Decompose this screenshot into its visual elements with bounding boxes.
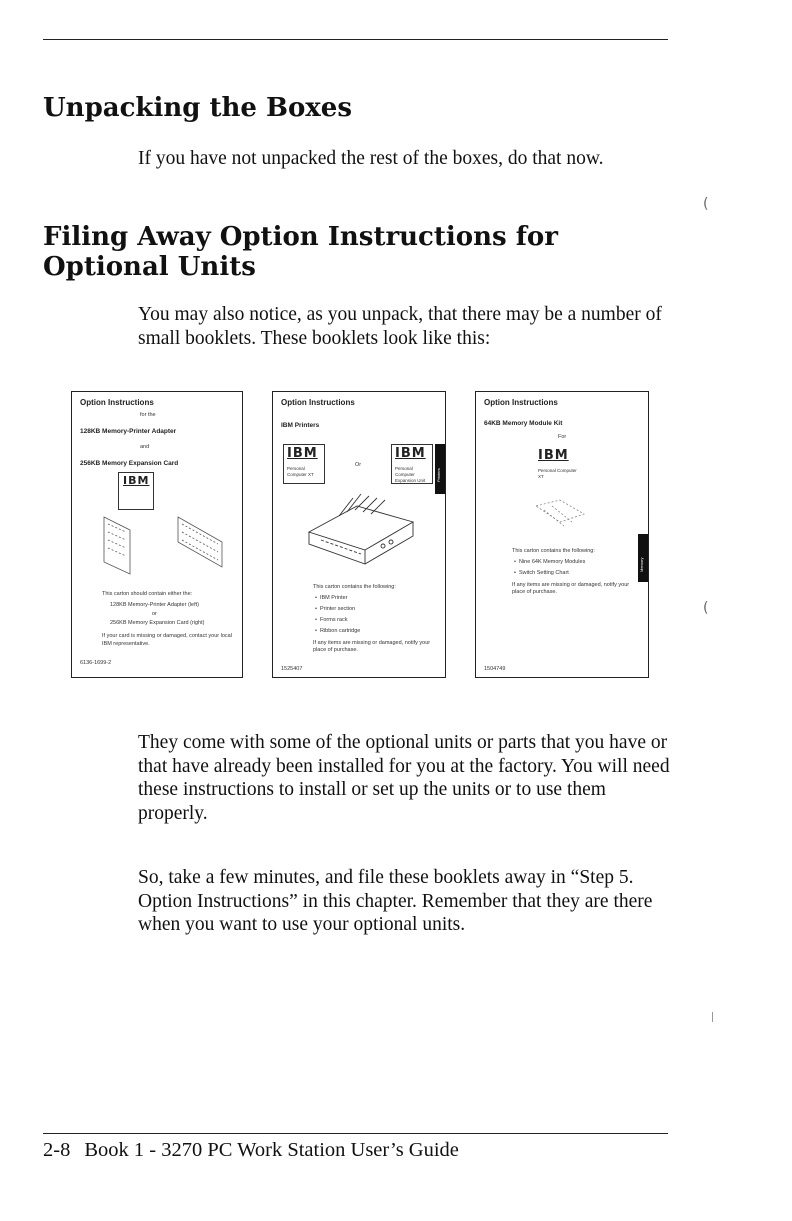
logo-caption: Personal Computer XT [538,468,577,479]
ibm-logo: IBM [123,474,150,487]
booklet-tab-text: Printers [436,468,441,482]
booklet-item: • Forms rack [315,617,348,623]
booklet-item-text: Nine 64K Memory Modules [518,559,586,565]
booklet-title: Option Instructions [281,398,355,407]
booklet-item-text: Ribbon cartridge [319,628,361,634]
booklet-item-text: IBM Printer [319,595,348,601]
booklet-item: • IBM Printer [315,595,348,601]
booklet-memory-printer-adapter [71,391,243,678]
booklet-part-number: 1504749 [484,666,506,672]
adapter-cards-illustration [82,512,232,587]
booklet-for-text: for the [140,412,156,418]
ibm-logo-left: IBM [287,446,318,461]
paragraph-booklets: You may also notice, as you unpack, that there may be a number of small booklets. These booklets look like this: [138,304,662,349]
heading-filing: Filing Away Option Instructions for Optional Units [43,222,558,282]
booklet-memory-module-kit [475,391,649,678]
booklet-part-number: 1525407 [281,666,303,672]
booklet-title: Option Instructions [80,398,154,407]
booklet-and-text: and [140,444,150,450]
booklet-or-text: Or [355,462,362,468]
memory-module-illustration [530,496,590,536]
booklet-tab-text: Memory [639,557,644,572]
booklet-notice: If any items are missing or damaged, notify your place of purchase. [512,582,630,595]
booklet-item1: 128KB Memory-Printer Adapter (left) [110,602,199,608]
heading-unpacking: Unpacking the Boxes [43,93,352,123]
booklet-subtitle: IBM Printers [281,422,320,429]
booklet-item: • Switch Setting Chart [514,570,569,576]
bottom-rule [43,1133,668,1134]
booklet-item-text: Printer section [319,606,356,612]
booklet-contents: This carton contains the following: [313,584,396,590]
booklet-contents: This carton contains the following: [512,548,595,554]
booklet-for-text: For [558,434,567,440]
logo-left-caption: Personal Computer XT [287,466,314,477]
booklet-item2: 256KB Memory Expansion Card (right) [110,620,205,626]
booklet-item-text: Forms rack [319,617,348,623]
booklet-item: • Nine 64K Memory Modules [514,559,586,565]
logo-right-caption: Personal Computer Expansion Unit [395,466,426,483]
booklet-item-text: Switch Setting Chart [518,570,569,576]
booklet-or-text: or [152,611,157,617]
booklet-ibm-printers [272,391,446,678]
paragraph-file-booklets: So, take a few minutes, and file these booklets away in “Step 5. Option Instructions” in this chapter. Remember that they are there when you want to use your optional units. [138,867,653,935]
page-number: 2-8 [43,1139,71,1161]
booklet-contents: This carton should contain either the: [102,591,193,597]
scan-mark [712,1012,713,1022]
booklet-notice: If your card is missing or damaged, contact your local IBM representative. [102,633,232,647]
booklet-item: • Printer section [315,606,356,612]
page-footer [43,1137,459,1163]
booklet-line1: 128KB Memory-Printer Adapter [80,428,177,435]
scan-mark: ( [703,196,709,212]
printer-illustration [301,492,419,572]
booklet-line2: 256KB Memory Expansion Card [80,460,179,467]
ibm-logo: IBM [538,448,569,463]
booklet-part-number: 6136-1699-2 [80,660,112,666]
paragraph-unpacking: If you have not unpacked the rest of the boxes, do that now. [138,148,604,169]
ibm-logo-right: IBM [395,446,426,461]
booklet-item: • Ribbon cartridge [315,628,361,634]
booklet-title: Option Instructions [484,398,558,407]
scan-mark: ( [703,600,709,616]
booklet-subtitle: 64KB Memory Module Kit [484,420,563,427]
booklet-notice: If any items are missing or damaged, notify your place of purchase. [313,640,431,653]
top-rule [43,39,668,40]
paragraph-come-with: They come with some of the optional units or parts that you have or that have already been installed for you at the factory. You will need these instructions to install or set up the units or to use them properly. [138,732,670,824]
book-title: Book 1 - 3270 PC Work Station User’s Guide [84,1139,459,1161]
